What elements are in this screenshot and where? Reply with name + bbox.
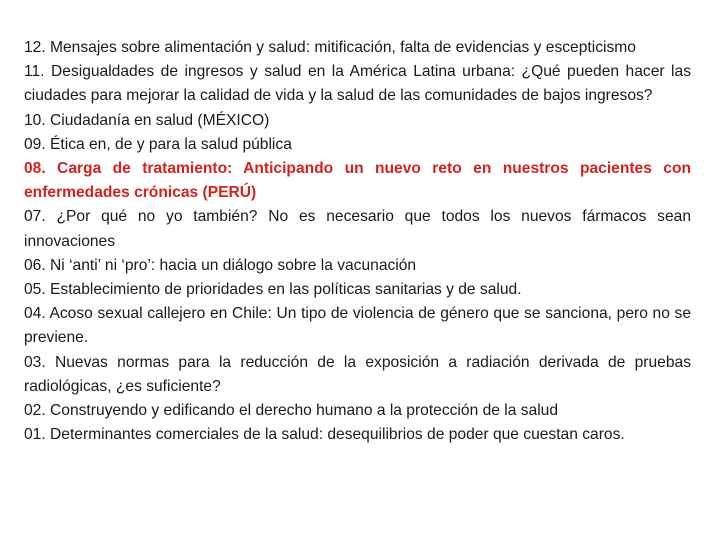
list-item: 12. Mensajes sobre alimentación y salud: mitificación, falta de evidencias y escepticismo	[24, 39, 636, 56]
list-item: 04. Acoso sexual callejero en Chile: Un tipo de violencia de género que se sanciona, pero no se previene.	[24, 305, 691, 347]
list-item: 07. ¿Por qué no yo también? No es necesario que todos los nuevos fármacos sean innovaciones	[24, 208, 691, 250]
list-item: 06. Ni ‘anti’ ni ‘pro’: hacia un diálogo sobre la vacunación	[24, 256, 417, 274]
publication-list	[24, 36, 691, 447]
list-item-highlighted: 08. Carga de tratamiento: Anticipando un nuevo reto en nuestros pacientes con enfermedades crónicas (PERÚ)	[24, 160, 691, 202]
list-item: 05. Establecimiento de prioridades en las políticas sanitarias y de salud.	[24, 281, 522, 299]
list-item: 11. Desigualdades de ingresos y salud en la América Latina urbana: ¿Qué pueden hacer las ciudades para mejorar la calidad de vida y la salud de las comunidades de bajos ingresos?	[24, 63, 691, 105]
list-item: 10. Ciudadanía en salud (MÉXICO)	[24, 111, 270, 129]
list-item: 03. Nuevas normas para la reducción de la exposición a radiación derivada de pruebas radiológicas, ¿es suficiente?	[24, 353, 691, 395]
list-item: 09. Ética en, de y para la salud pública	[24, 135, 292, 153]
list-item: 02. Construyendo y edificando el derecho humano a la protección de la salud	[24, 402, 559, 420]
list-item: 01. Determinantes comerciales de la salud: desequilibrios de poder que cuestan caros.	[24, 426, 625, 444]
